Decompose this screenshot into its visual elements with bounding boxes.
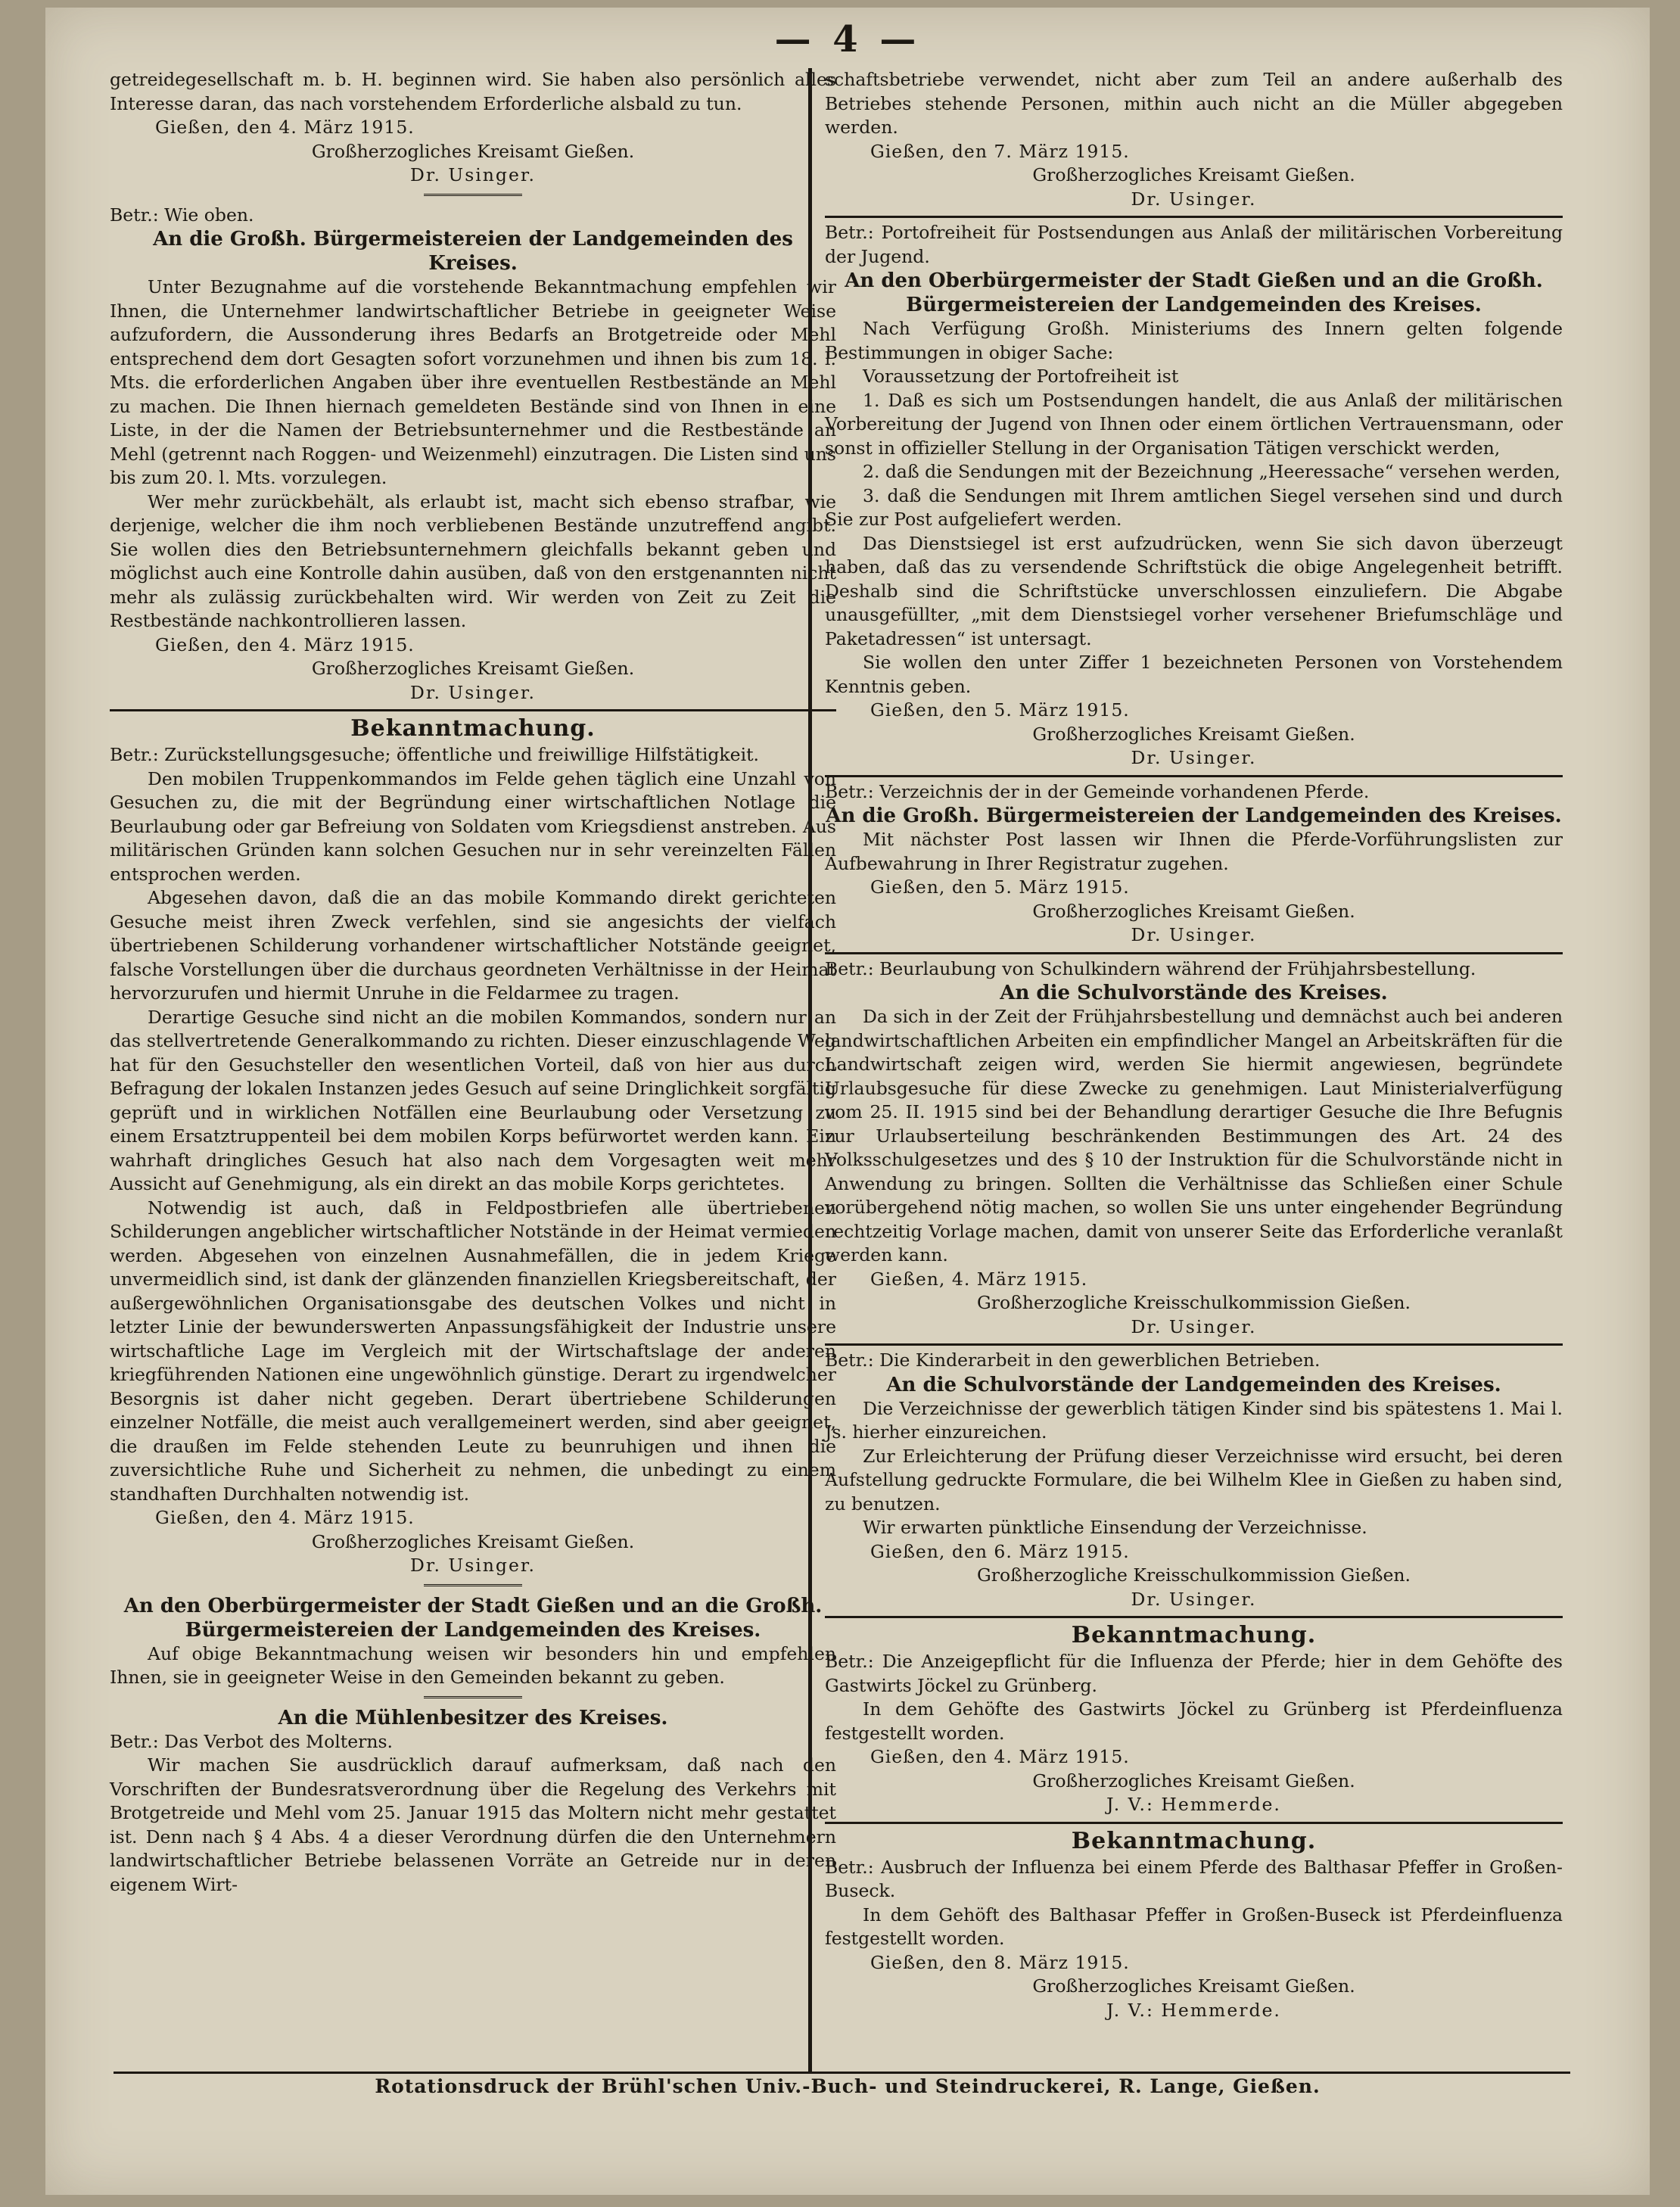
separator: [424, 1696, 522, 1698]
separator: [825, 216, 1563, 218]
notice-kinderarbeit: [825, 1349, 1563, 1618]
separator: [825, 952, 1563, 954]
notice-subject: Betr.: Portofreiheit für Postsendungen aus Anlaß der militärischen Vorbereitung der Jugend.: [825, 222, 1563, 267]
notice-signature: Dr. Usinger.: [409, 164, 537, 185]
notice-continuation-left: [110, 68, 836, 196]
separator: [110, 709, 836, 711]
notice-paragraph: Auf obige Bekanntmachung weisen wir besonders hin und empfehlen Ihnen, sie in geeigneter Weise in den Gemeinden bekannt zu geben.: [110, 1642, 836, 1688]
notice-paragraph: 1. Daß es sich um Postsendungen handelt, die aus Anlaß der militärischen Vorbereitung der Jugend von Ihnen oder einem örtlichen Vertrauensmann, oder sonst in offizieller Stellung in der Organisation Tätigen verschickt werden,: [825, 389, 1563, 459]
notice-subject: Betr.: Zurückstellungsgesuche; öffentliche und freiwillige Hilfstätigkeit.: [110, 744, 760, 765]
notice-heading: Bekanntmachung.: [1071, 1622, 1317, 1648]
notice-date: Gießen, den 6. März 1915.: [870, 1540, 1130, 1562]
notice-paragraph: Das Dienstsiegel ist erst aufzudrücken, wenn Sie sich davon überzeugt haben, daß das zu versendende Schriftstück die obige Angelegenheit betrifft. Deshalb sind die Schriftstücke unverschlossen einzuliefern. Die Abgabe unausgefüllter, „mit dem Dienstsiegel vorher versehener Briefumschläge und Paketadressen“ ist untersagt.: [825, 532, 1563, 649]
notice-paragraph: Wir erwarten pünktliche Einsendung der Verzeichnisse.: [863, 1517, 1367, 1538]
notice-signature: Dr. Usinger.: [1131, 1315, 1257, 1337]
notice-influenza-grossen-buseck: [825, 1827, 1563, 2023]
notice-signature: Dr. Usinger.: [409, 681, 537, 703]
notice-addressee: An den Oberbürgermeister der Stadt Gießen und an die Großh. Bürgermeistereien der Landgemeinden des Kreises.: [123, 1594, 823, 1642]
notice-addressee: An die Großh. Bürgermeistereien der Landgemeinden des Kreises.: [153, 228, 793, 275]
notice-paragraph: Die Verzeichnisse der gewerblich tätigen Kinder sind bis spätestens 1. Mai l. Js. hierher einzureichen.: [825, 1397, 1563, 1443]
notice-signature: Dr. Usinger.: [1131, 1588, 1257, 1610]
printer-imprint: Rotationsdruck der Brühl'schen Univ.-Buch- und Steindruckerei, R. Lange, Gießen.: [375, 2075, 1321, 2097]
notice-office: Großherzogliches Kreisamt Gießen.: [311, 1530, 635, 1552]
notice-paragraph: 3. daß die Sendungen mit Ihrem amtlichen Siegel versehen sind und durch Sie zur Post aufgeliefert werden.: [825, 484, 1563, 530]
notice-addressee: An die Großh. Bürgermeistereien der Landgemeinden des Kreises.: [826, 805, 1562, 827]
notice-subject: Betr.: Beurlaubung von Schulkindern während der Frühjahrsbestellung.: [825, 957, 1476, 979]
notice-text: getreidegesellschaft m. b. H. beginnen wird. Sie haben also persönlich alles Interesse daran, das nach vorstehendem Erforderliche alsbald zu tun.: [110, 69, 836, 114]
notice-zurueckstellungsgesuche: [110, 714, 836, 1586]
notice-date: Gießen, den 7. März 1915.: [870, 140, 1130, 162]
notice-heading: Bekanntmachung.: [350, 715, 596, 742]
notice-schulkinder-beurlaubung: [825, 957, 1563, 1346]
notice-date: Gießen, 4. März 1915.: [870, 1268, 1088, 1290]
notice-signature: J. V.: Hemmerde.: [1106, 1794, 1281, 1815]
notice-office: Großherzogliches Kreisamt Gießen.: [1032, 1770, 1355, 1791]
notice-paragraph: Notwendig ist auch, daß in Feldpostbriefen alle übertriebenen Schilderungen angeblicher wirtschaftlicher Notstände in der Heimat vermieden werden. Abgesehen von einzelnen Ausnahmefällen, die in jedem Kriege unvermeidlich sind, ist dank der glänzenden finanziellen Kriegsbereitschaft, der außergewöhnlichen Organisationsgabe des deutschen Volkes und nicht in letzter Linie der bewunderswerten Anpassungsfähigkeit der Industrie unsere wirtschaftliche Lage im Vergleich mit der Wirtschaftslage der anderen kriegführenden Nationen eine ungewöhnlich günstige. Derart zu irgendwelcher Besorgnis ist daher nicht gegeben. Derart übertriebene Schilderungen einzelner Notfälle, die meist auch verallgemeinert werden, sind aber geeignet, die draußen im Felde stehenden Leute zu beunruhigen und ihnen die zuversichtliche Ruhe und Sicherheit zu nehmen, die unbedingt zu einem standhaften Durchhalten notwendig ist.: [110, 1197, 836, 1505]
right-column: [825, 68, 1563, 2022]
notice-addressee: An die Mühlenbesitzer des Kreises.: [278, 1706, 668, 1729]
notice-subject: Betr.: Die Kinderarbeit in den gewerblichen Betrieben.: [825, 1349, 1321, 1371]
notice-continuation-right: [825, 68, 1563, 218]
notice-paragraph: Den mobilen Truppenkommandos im Felde gehen täglich eine Unzahl von Gesuchen zu, die mit der Begründung einer wirtschaftlichen Notlage die Beurlaubung oder gar Befreiung von Soldaten vom Kriegsdienst anstreben. Aus militärischen Gründen kann solchen Gesuchen nur in sehr vereinzelten Fällen entsprochen werden.: [110, 767, 836, 885]
notice-subject: Betr.: Ausbruch der Influenza bei einem Pferde des Balthasar Pfeffer in Großen-Buseck.: [825, 1856, 1563, 1901]
left-column: [110, 68, 836, 1897]
separator: [424, 1584, 522, 1586]
notice-date: Gießen, den 4. März 1915.: [155, 1507, 415, 1528]
notice-paragraph: Da sich in der Zeit der Frühjahrsbestellung und demnächst auch bei anderen landwirtschaftlichen Arbeiten ein empfindlicher Mangel an Arbeitskräften für die Landwirtschaft zeigen wird, werden Sie hiermit angewiesen, begründete Urlaubsgesuche für diese Zwecke zu genehmigen. Laut Ministerialverfügung vom 25. II. 1915 sind bei der Behandlung derartiger Gesuche die Ihre Befugnis zur Urlaubserteilung beschränkenden Bestimmungen des Art. 24 des Volksschulgesetzes und des § 10 der Instruktion für die Schulvorstände nicht in Anwendung zu bringen. Sollten die Verhältnisse das Schließen einer Schule vorübergehend nötig machen, so wollen Sie uns unter eingehender Begründung rechtzeitig Vorlage machen, damit von unserer Seite das Erforderliche veranlaßt werden kann.: [825, 1006, 1563, 1265]
notice-paragraph: Wer mehr zurückbehält, als erlaubt ist, macht sich ebenso strafbar, wie derjenige, welcher die ihm noch verbliebenen Bestände unzutreffend angibt. Sie wollen dies den Betriebsunternehmern gleichfalls bekannt geben und möglichst auch eine Kontrolle dahin ausüben, daß von den erstgenannten nicht mehr als zulässig zurückbehalten wird. Wir werden von Zeit zu Zeit die Restbestände nachkontrollieren lassen.: [110, 490, 836, 631]
notice-office: Großherzogliches Kreisamt Gießen.: [311, 140, 635, 162]
notice-subject: Betr.: Verzeichnis der in der Gemeinde vorhandenen Pferde.: [825, 780, 1370, 802]
page-number: — 4 —: [774, 18, 921, 61]
newspaper-page: [45, 8, 1650, 2195]
notice-signature: Dr. Usinger.: [1131, 188, 1257, 210]
notice-paragraph: Mit nächster Post lassen wir Ihnen die Pferde-Vorführungslisten zur Aufbewahrung in Ihrer Registratur zugehen.: [825, 829, 1563, 874]
notice-subject: Betr.: Wie oben.: [110, 204, 254, 226]
notice-muehlenbesitzer: [110, 1706, 836, 1897]
notice-signature: J. V.: Hemmerde.: [1106, 1999, 1281, 2021]
notice-heading: Bekanntmachung.: [1071, 1827, 1317, 1854]
separator: [825, 775, 1563, 777]
notice-addressee: An die Schulvorstände der Landgemeinden des Kreises.: [886, 1373, 1501, 1396]
notice-addressee: An den Oberbürgermeister der Stadt Gießen und an die Großh. Bürgermeistereien der Landgemeinden des Kreises.: [845, 269, 1543, 316]
footer-rule: [114, 2072, 1570, 2074]
notice-office: Großherzogliches Kreisamt Gießen.: [1032, 723, 1355, 745]
notice-signature: Dr. Usinger.: [1131, 747, 1257, 768]
notice-date: Gießen, den 5. März 1915.: [870, 699, 1130, 721]
notice-office: Großherzogliches Kreisamt Gießen.: [1032, 900, 1355, 922]
notice-date: Gießen, den 8. März 1915.: [870, 1951, 1130, 1973]
notice-date: Gießen, den 4. März 1915.: [155, 117, 415, 138]
notice-paragraph: Nach Verfügung Großh. Ministeriums des Innern gelten folgende Bestimmungen in obiger Sache:: [825, 318, 1563, 363]
notice-office: Großherzogliches Kreisamt Gießen.: [311, 658, 635, 679]
notice-office: Großherzogliches Kreisamt Gießen.: [1032, 164, 1355, 185]
notice-office: Großherzogliche Kreisschulkommission Gießen.: [977, 1292, 1411, 1313]
notice-paragraph: Derartige Gesuche sind nicht an die mobilen Kommandos, sondern nur an das stellvertretende Generalkommando zu richten. Dieser einzuschlagende Weg hat für den Gesuchsteller den wesentlichen Vorteil, daß von hier aus durch Befragung der lokalen Instanzen jedes Gesuch auf seine Dringlichkeit sorgfältig geprüft und in wirklichen Notfällen eine Beurlaubung oder Versetzung zu einem Ersatztruppenteil bei dem mobilen Korps befürwortet werden kann. Ein wahrhaft dringliches Gesuch hat also nach dem Vorgesagten weit mehr Aussicht auf Genehmigung, als ein direkt an das mobile Korps gerichtetes.: [110, 1006, 836, 1194]
separator: [825, 1822, 1563, 1824]
notice-office: Großherzogliche Kreisschulkommission Gießen.: [977, 1564, 1411, 1586]
notice-date: Gießen, den 4. März 1915.: [870, 1746, 1130, 1767]
notice-addressee: An die Schulvorstände des Kreises.: [1000, 982, 1388, 1004]
notice-paragraph: Unter Bezugnahme auf die vorstehende Bekanntmachung empfehlen wir Ihnen, die Unternehmer landwirtschaftlicher Betriebe in geeigneter Weise aufzufordern, die Aussonderung ihres Bedarfs an Brotgetreide oder Mehl entsprechend dem dort Gesagten sofort vorzunehmen und ihnen bis zum 18. l. Mts. die erforderlichen Angaben über ihre eventuellen Restbestände an Mehl zu machen. Die Ihnen hiernach gemeldeten Bestände sind von Ihnen in eine Liste, in der die Namen der Betriebsunternehmer und die Restbestände an Mehl (getrennt nach Roggen- und Weizenmehl) einzutragen. Die Listen sind uns bis zum 20. l. Mts. vorzulegen.: [110, 276, 836, 488]
notice-portofreiheit: [825, 221, 1563, 777]
notice-paragraph: Sie wollen den unter Ziffer 1 bezeichneten Personen von Vorstehendem Kenntnis geben.: [825, 652, 1563, 697]
separator: [424, 194, 522, 196]
notice-paragraph: In dem Gehöfte des Gastwirts Jöckel zu Grünberg ist Pferdeinfluenza festgestellt worden.: [825, 1698, 1563, 1744]
notice-text: schaftsbetriebe verwendet, nicht aber zum Teil an andere außerhalb des Betriebes stehende Personen, mithin auch nicht an die Müller abgegeben werden.: [825, 69, 1563, 138]
notice-paragraph: Wir machen Sie ausdrücklich darauf aufmerksam, daß nach den Vorschriften der Bundesratsverordnung über die Regelung des Verkehrs mit Brotgetreide und Mehl vom 25. Januar 1915 das Moltern nicht mehr gestattet ist. Denn nach § 4 Abs. 4 a dieser Verordnung dürfen die den Unternehmern landwirtschaftlicher Betriebe belassenen Vorräte an Getreide nur in deren eigenem Wirt-: [110, 1754, 836, 1895]
separator: [825, 1343, 1563, 1346]
notice-paragraph: Abgesehen davon, daß die an das mobile Kommando direkt gerichteten Gesuche meist ihren Zweck verfehlen, sind sie angesichts der vielfach übertriebenen Schilderung vorhandener wirtschaftlicher Notstände geeignet, falsche Vorstellungen über die durchaus geordneten Verhältnisse in der Heimat hervorzurufen und hiermit Unruhe in die Feldarmee zu tragen.: [110, 887, 836, 1004]
notice-signature: Dr. Usinger.: [1131, 924, 1257, 945]
notice-subject: Betr.: Das Verbot des Molterns.: [110, 1730, 394, 1752]
notice-oberbuergermeister-hinweis: [110, 1594, 836, 1698]
notice-paragraph: Zur Erleichterung der Prüfung dieser Verzeichnisse wird ersucht, bei deren Aufstellung gedruckte Formulare, die bei Wilhelm Klee in Gießen zu haben sind, zu benutzen.: [825, 1445, 1563, 1514]
notice-paragraph: In dem Gehöft des Balthasar Pfeffer in Großen-Buseck ist Pferdeinfluenza festgestellt worden.: [825, 1903, 1563, 1949]
notice-subject: Betr.: Die Anzeigepflicht für die Influenza der Pferde; hier in dem Gehöfte des Gastwirts Jöckel zu Grünberg.: [825, 1651, 1563, 1696]
notice-date: Gießen, den 5. März 1915.: [870, 876, 1130, 898]
notice-paragraph: Voraussetzung der Portofreiheit ist: [863, 366, 1179, 387]
notice-paragraph: 2. daß die Sendungen mit der Bezeichnung „Heeressache“ versehen werden,: [863, 461, 1560, 482]
notice-mehl-restbestaende: [110, 204, 836, 712]
notice-date: Gießen, den 4. März 1915.: [155, 633, 415, 655]
notice-influenza-gruenberg: [825, 1621, 1563, 1824]
notice-pferdeverzeichnis: [825, 780, 1563, 954]
notice-signature: Dr. Usinger.: [409, 1555, 537, 1576]
separator: [825, 1616, 1563, 1618]
notice-office: Großherzogliches Kreisamt Gießen.: [1032, 1975, 1355, 1997]
